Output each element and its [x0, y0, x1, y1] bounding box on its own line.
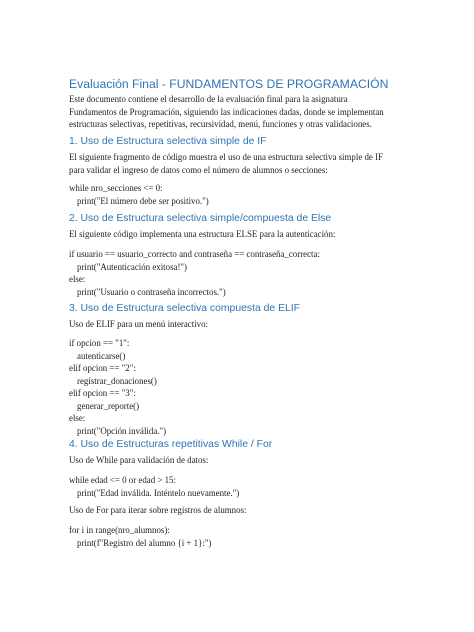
description-line: para validar el ingreso de datos como el número de alumnos o secciones:	[69, 164, 328, 175]
document-title: Evaluación Final - FUNDAMENTOS DE PROGRAMACIÓN	[69, 77, 389, 91]
section-3-description	[69, 318, 208, 331]
section-2-heading: 2. Uso de Estructura selectiva simple/compuesta de Else	[69, 213, 332, 224]
section-4-description	[69, 454, 208, 467]
intro-line: Fundamentos de Programación, siguiendo las indicaciones dadas, donde se implementan	[69, 106, 384, 117]
intro-line: estructuras selectivas, repetitivas, recursividad, menú, funciones y otras validaciones.	[69, 119, 372, 129]
section-4-while-code	[69, 474, 239, 499]
code-line: for i in range(nro_alumnos):	[69, 525, 170, 535]
section-1-code	[69, 182, 209, 207]
description-line: Uso de While para validación de datos:	[69, 455, 209, 465]
section-3-code	[69, 337, 166, 437]
section-4-for-description	[69, 504, 246, 517]
code-line: autenticarse()	[77, 350, 126, 361]
code-line: generar_reporte()	[77, 400, 140, 411]
code-line: elif opcion == "2":	[69, 363, 136, 373]
intro-line: Este documento contiene el desarrollo de la evaluación final para la asignatura	[69, 94, 348, 104]
section-4-for-code	[69, 524, 211, 549]
section-3-heading: 3. Uso de Estructura selectiva compuesta de ELIF	[69, 303, 301, 314]
description-line: Uso de For para iterar sobre registros de alumnos:	[69, 505, 247, 515]
section-1-heading: 1. Uso de Estructura selectiva simple de IF	[69, 136, 267, 147]
code-line: elif opcion == "3":	[69, 388, 136, 398]
description-line: El siguiente código implementa una estructura ELSE para la autenticación:	[69, 229, 336, 239]
code-line: print(f"Registro del alumno {i + 1}:")	[77, 537, 212, 548]
section-2-description	[69, 228, 335, 241]
code-line: print("Opción inválida.")	[77, 425, 167, 436]
code-line: print("Usuario o contraseña incorrectos.")	[77, 286, 226, 297]
section-1-description	[69, 151, 383, 176]
code-line: if opcion == "1":	[69, 338, 130, 348]
code-line: while nro_secciones <= 0:	[69, 183, 163, 193]
intro-paragraph	[69, 93, 414, 131]
section-2-code	[69, 248, 320, 298]
code-line: while edad <= 0 or edad > 15:	[69, 475, 176, 485]
code-line: else:	[69, 274, 86, 284]
description-line: El siguiente fragmento de código muestra el uso de una estructura selectiva simple de IF	[69, 152, 383, 162]
section-4-heading: 4. Uso de Estructuras repetitivas While / For	[69, 439, 273, 450]
code-line: print("El número debe ser positivo.")	[77, 195, 209, 206]
code-line: print("Edad inválida. Inténtelo nuevamente.")	[77, 487, 240, 498]
code-line: else:	[69, 413, 86, 423]
code-line: print("Autenticación exitosa!")	[77, 261, 188, 272]
code-line: registrar_donaciones()	[77, 375, 157, 386]
description-line: Uso de ELIF para un menú interactivo:	[69, 319, 209, 329]
code-line: if usuario == usuario_correcto and contraseña == contraseña_correcta:	[69, 249, 320, 259]
